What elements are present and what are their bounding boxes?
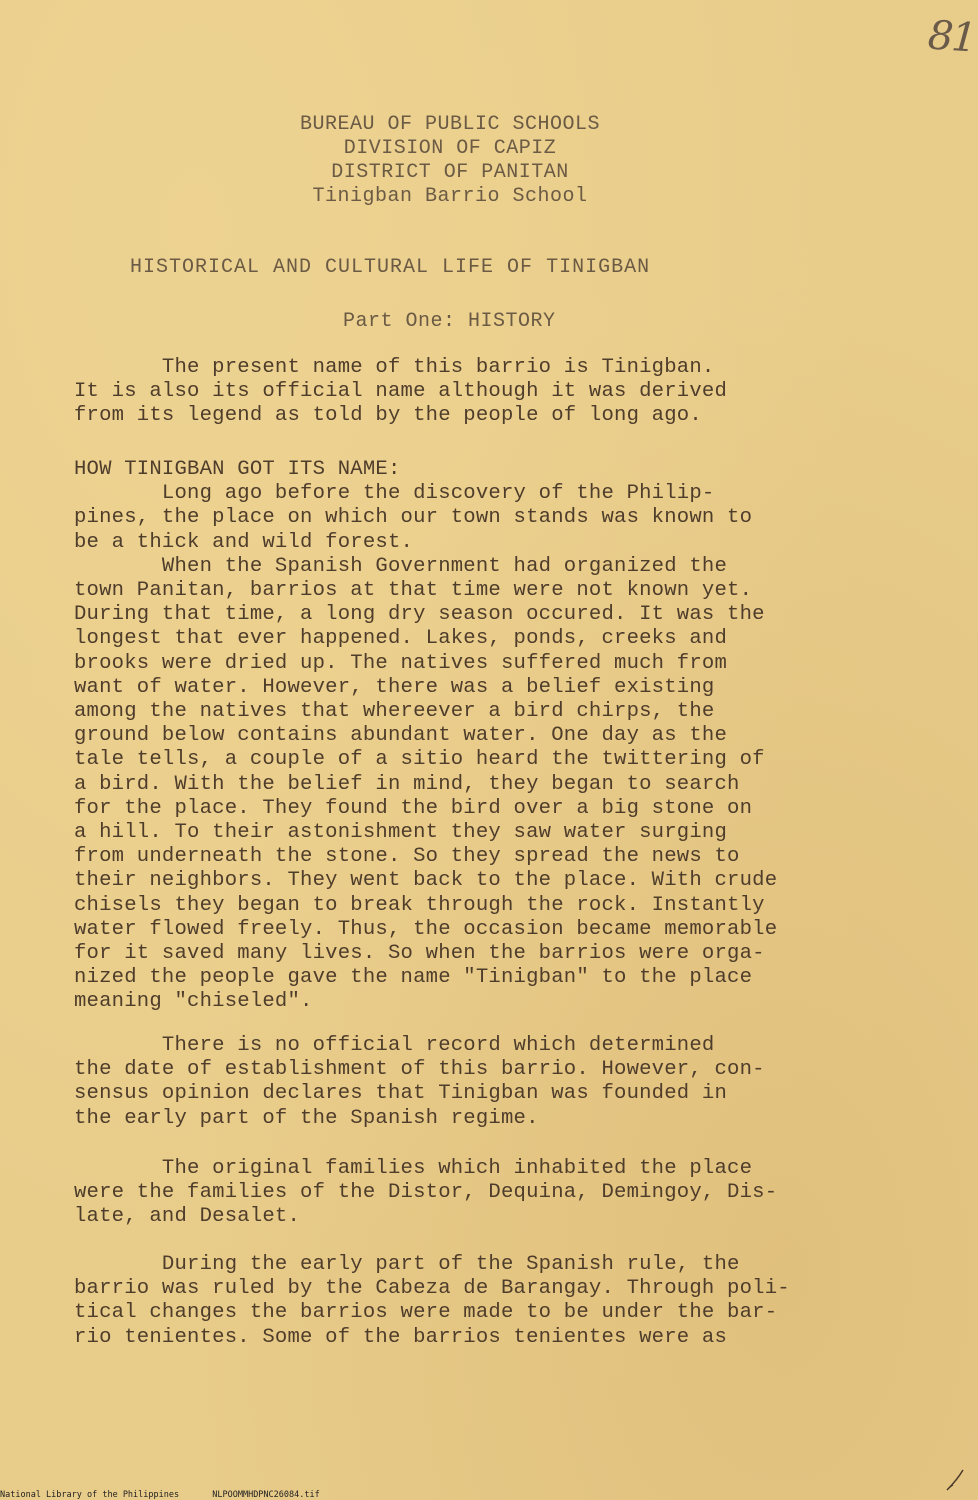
intro-paragraph — [74, 356, 727, 429]
text-line: their neighbors. They went back to the place. With crude — [74, 869, 778, 893]
text-line: During that time, a long dry season occured. It was the — [74, 603, 765, 627]
text-line: were the families of the Distor, Dequina, Demingoy, Dis- — [74, 1181, 778, 1205]
pen-mark-icon — [945, 1468, 965, 1492]
section-heading: HOW TINIGBAN GOT ITS NAME: — [74, 458, 401, 481]
text-line: rio tenientes. Some of the barrios tenientes were as — [74, 1325, 728, 1349]
scan-footer — [0, 1490, 348, 1500]
legend-section — [74, 458, 777, 1015]
document-header — [0, 113, 900, 209]
text-line: for it saved many lives. So when the barrios were orga- — [74, 942, 765, 966]
text-line: The original families which inhabited the place — [74, 1157, 753, 1180]
text-line: pines, the place on which our town stands was known to — [74, 506, 753, 530]
establishment-paragraph — [74, 1034, 765, 1131]
header-school: Tinigban Barrio School — [312, 185, 588, 208]
text-line: brooks were dried up. The natives suffered much from — [74, 651, 728, 675]
text-line: for the place. They found the bird over a big stone on — [74, 796, 753, 820]
header-district: DISTRICT OF PANITAN — [331, 161, 569, 184]
text-line: tical changes the barrios were made to be under the bar- — [74, 1301, 778, 1325]
text-line: tale tells, a couple of a sitio heard the twittering of — [74, 748, 765, 772]
text-line: town Panitan, barrios at that time were not known yet. — [74, 579, 753, 603]
spanish-rule-paragraph — [74, 1253, 790, 1350]
text-line: nized the people gave the name "Tinigban" to the place — [74, 966, 753, 990]
document-title: HISTORICAL AND CULTURAL LIFE OF TINIGBAN — [130, 256, 651, 279]
footer-library: National Library of the Philippines — [0, 1490, 180, 1500]
text-line: chisels they began to break through the rock. Instantly — [74, 893, 765, 917]
page-number: 81 — [926, 12, 977, 62]
text-line: meaning "chiseled". — [74, 990, 313, 1014]
section-title: Part One: HISTORY — [343, 310, 556, 333]
text-line: among the natives that whereever a bird chirps, the — [74, 700, 715, 724]
text-line: a bird. With the belief in mind, they began to search — [74, 772, 740, 796]
text-line: barrio was ruled by the Cabeza de Barangay. Through poli- — [74, 1277, 790, 1301]
text-line: During the early part of the Spanish rule, the — [74, 1253, 740, 1276]
text-line: When the Spanish Government had organized the — [74, 554, 728, 578]
text-line: the date of establishment of this barrio. However, con- — [74, 1058, 765, 1082]
text-line: The present name of this barrio is Tinigban. — [74, 356, 715, 379]
text-line: late, and Desalet. — [74, 1205, 301, 1229]
footer-filename: NLPOOMMHDPNC26084.tif — [212, 1490, 320, 1500]
text-line: ground below contains abundant water. One day as the — [74, 724, 728, 748]
text-line: from its legend as told by the people of long ago. — [74, 404, 702, 428]
text-line: sensus opinion declares that Tinigban was founded in — [74, 1082, 728, 1106]
text-line: the early part of the Spanish regime. — [74, 1106, 539, 1130]
text-line: a hill. To their astonishment they saw water surging — [74, 821, 728, 845]
text-line: water flowed freely. Thus, the occasion became memorable — [74, 917, 778, 941]
header-division: DIVISION OF CAPIZ — [343, 137, 557, 160]
text-line: from underneath the stone. So they spread the news to — [74, 845, 740, 869]
header-bureau: BUREAU OF PUBLIC SCHOOLS — [299, 113, 601, 136]
text-line: There is no official record which determined — [74, 1034, 715, 1057]
text-line: It is also its official name although it was derived — [74, 380, 728, 404]
families-paragraph — [74, 1157, 777, 1230]
text-line: be a thick and wild forest. — [74, 530, 414, 554]
text-line: longest that ever happened. Lakes, ponds, creeks and — [74, 627, 728, 651]
text-line: want of water. However, there was a belief existing — [74, 675, 715, 699]
text-line: Long ago before the discovery of the Philip- — [74, 482, 715, 506]
